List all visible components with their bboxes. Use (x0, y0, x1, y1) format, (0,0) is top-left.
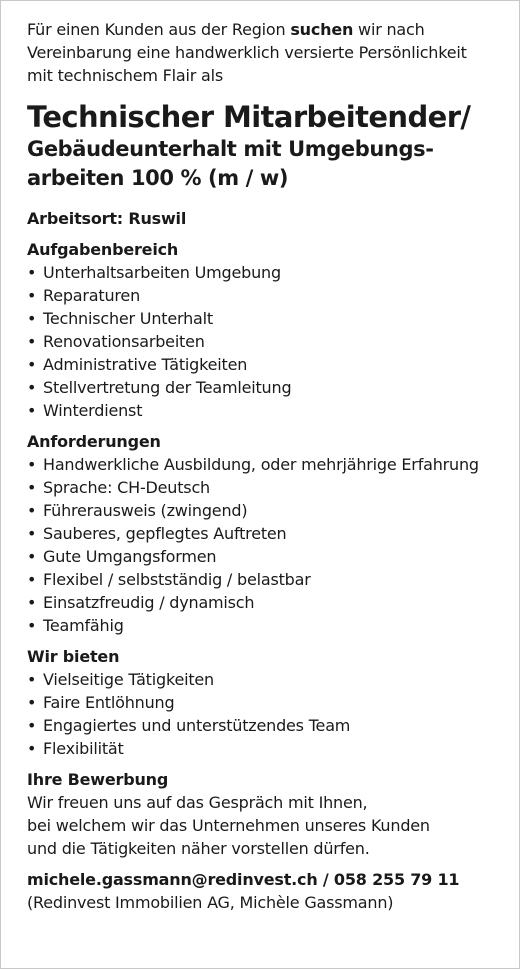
bewerbung-text: Wir freuen uns auf das Gespräch mit Ihnen, bei welchem wir das Unternehmen unseres Kunden und die Tätigkeiten näher vorstellen dürfen. (27, 793, 430, 858)
contact-company: (Redinvest Immobilien AG, Michèle Gassmann) (27, 893, 394, 912)
list-item: • Technischer Unterhalt (27, 307, 497, 330)
aufgaben-list (27, 261, 497, 422)
job-title: Technischer Mitarbeitender/ (27, 100, 471, 134)
list-item: • Flexibilität (27, 737, 497, 760)
section-heading: Anforderungen (27, 432, 161, 451)
anforderungen-list (27, 453, 497, 637)
section-bewerbung (27, 768, 497, 860)
intro-emphasis: suchen (290, 20, 354, 39)
ad-content (27, 18, 497, 914)
section-bieten (27, 645, 497, 760)
list-item: • Faire Entlöhnung (27, 691, 497, 714)
list-item: • Einsatzfreudig / dynamisch (27, 591, 497, 614)
job-subtitle-line1: Gebäudeunterhalt mit Umgebungs- (27, 137, 434, 161)
list-item: • Vielseitige Tätigkeiten (27, 668, 497, 691)
contact-email-phone[interactable]: michele.gassmann@redinvest.ch / 058 255 79 11 (27, 870, 460, 889)
bieten-list (27, 668, 497, 760)
section-heading: Ihre Bewerbung (27, 770, 169, 789)
work-location: Arbeitsort: Ruswil (27, 209, 187, 228)
section-heading: Wir bieten (27, 647, 120, 666)
section-heading: Aufgabenbereich (27, 240, 179, 259)
list-item: • Sauberes, gepflegtes Auftreten (27, 522, 497, 545)
list-item: • Engagiertes und unterstützendes Team (27, 714, 497, 737)
job-subtitle (27, 135, 497, 193)
section-anforderungen (27, 430, 497, 637)
list-item: • Reparaturen (27, 284, 497, 307)
intro-text: Für einen Kunden aus der Region suchen wir nach Vereinbarung eine handwerklich versierte Persönlichkeit mit technischem Flair als (27, 20, 467, 85)
list-item: • Stellvertretung der Teamleitung (27, 376, 497, 399)
job-subtitle-line2: arbeiten 100 % (m / w) (27, 166, 289, 190)
contact-block (27, 868, 497, 914)
list-item: • Unterhaltsarbeiten Umgebung (27, 261, 497, 284)
list-item: • Renovationsarbeiten (27, 330, 497, 353)
list-item: • Winterdienst (27, 399, 497, 422)
list-item: • Administrative Tätigkeiten (27, 353, 497, 376)
section-aufgaben (27, 238, 497, 422)
list-item: • Teamfähig (27, 614, 497, 637)
list-item: • Flexibel / selbstständig / belastbar (27, 568, 497, 591)
list-item: • Sprache: CH-Deutsch (27, 476, 497, 499)
list-item: • Führerausweis (zwingend) (27, 499, 497, 522)
list-item: • Gute Umgangsformen (27, 545, 497, 568)
list-item: • Handwerkliche Ausbildung, oder mehrjährige Erfahrung (27, 453, 497, 476)
